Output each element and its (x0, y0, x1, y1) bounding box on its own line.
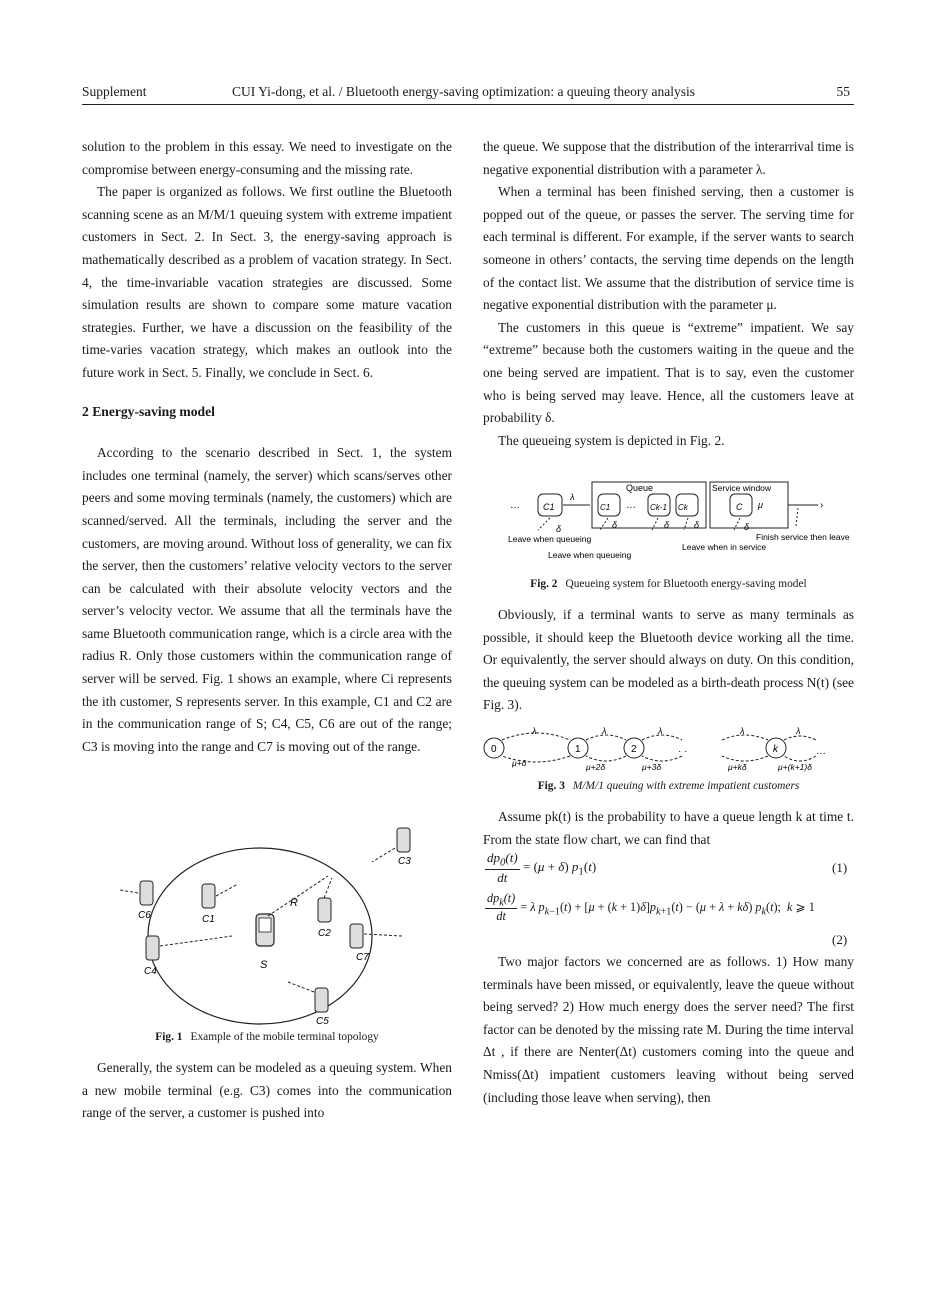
svg-text:μ+2δ: μ+2δ (586, 762, 606, 772)
figure-3-caption: Fig. 3 M/M/1 queuing with extreme impatient customers (537, 780, 800, 792)
label-c4: C4 (144, 966, 157, 977)
terminal-c3 (397, 828, 410, 852)
svg-text:δ: δ (612, 520, 618, 530)
svg-text:Ck-1: Ck-1 (650, 503, 667, 512)
svg-text:δ: δ (556, 524, 562, 534)
svg-text:Ck: Ck (678, 503, 688, 512)
terminal-c4 (146, 936, 159, 960)
section-title: 2 Energy-saving model (82, 403, 215, 419)
right-column-mid (483, 604, 854, 717)
figure-2-caption: Fig. 2 Queueing system for Bluetooth energy-saving model (530, 578, 807, 590)
right-column-top (483, 136, 854, 452)
terminal-c1 (202, 884, 215, 908)
svg-text:C1: C1 (600, 503, 611, 512)
label-r: R (290, 897, 298, 909)
figure-3-birth-death (482, 726, 830, 774)
server-terminal (256, 914, 274, 946)
svg-text:0: 0 (491, 744, 497, 755)
equation-2-number: (2) (832, 932, 848, 947)
svg-text:λ: λ (740, 726, 745, 736)
left-column-bottom (82, 1057, 452, 1125)
right-para-4: The queueing system is depicted in Fig. 2. (498, 432, 725, 448)
svg-text:μ+(k+1)δ: μ+(k+1)δ (778, 762, 812, 772)
svg-text:›: › (820, 500, 824, 511)
svg-text:Finish service then leave: Finish service then leave (756, 532, 850, 542)
right-para-6: Assume pk(t) is the probability to have a queue length k at time t. From the state flow chart, we can find that (483, 809, 854, 847)
svg-text:Queue: Queue (626, 483, 654, 493)
svg-text:Leave when queueing: Leave when queueing (548, 550, 632, 560)
equation-2: $\frac{dp_k(t)}{dt}$ = λ $p_{k-1}(t) + [\mu + (k + 1)\delta]p_{k+1}(t) - (\mu + \lambda + k\delta)$ $p_k(t)$; k ⩾ 1 (487, 891, 815, 924)
terminal-c6 (140, 881, 153, 905)
svg-text:δ: δ (744, 522, 750, 532)
svg-text:Leave when in service: Leave when in service (682, 542, 767, 552)
left-column-top (82, 136, 452, 758)
svg-text:1: 1 (575, 744, 581, 755)
equation-1: $\frac{dp_0(t)}{dt}$ = (μ + δ) $p_1(t)$ (487, 850, 597, 885)
page-number: 55 (836, 84, 850, 99)
svg-text:…: … (816, 746, 826, 757)
svg-text:λ: λ (532, 726, 537, 736)
header-title: CUI Yi-dong, et al. / Bluetooth energy-saving optimization: a queuing theory analysis (232, 84, 696, 99)
left-para-2: The paper is organized as follows. We first outline the Bluetooth scanning scene as an M/M/1 queuing system with extreme impatient customers in Sect. 2. In Sect. 3, the energy-saving approach is mathematically described as a problem of vacation strategy. In Sect. 4, the time-invariable vacation strategies are discussed. Some simulation results are shown to compare some mature vacation strategies. Further, we have a discussion on the feasibility of the time-varies vacation strategy, which makes an outlook into the future work in Sect. 5. Finally, we conclude in Sect. 6. (82, 184, 452, 380)
svg-text:…: … (510, 500, 520, 511)
label-c2: C2 (318, 928, 331, 939)
right-para-3: The customers in this queue is “extreme” impatient. We say “extreme” because both the customers waiting in the queue and the one being served are impatient. That is to say, even the customer who is being served may leave. Hence, all the customers leave at probability δ. (483, 319, 854, 426)
svg-text:δ: δ (694, 520, 700, 530)
figure-2-queueing-system (508, 478, 850, 572)
svg-text:λ: λ (658, 726, 663, 736)
right-para-5: Obviously, if a terminal wants to serve as many terminals as possible, it should keep the Bluetooth device working all the time. Or equivalently, the server should always on duty. On this condition, the queuing system can be modeled as a birth-death process N(t) (see Fig. 3). (483, 607, 854, 713)
svg-text:μ: μ (758, 500, 763, 510)
right-para-1: the queue. We suppose that the distribution of the interarrival time is negative exponential distribution with a parameter λ. (483, 139, 854, 177)
svg-text:λ: λ (570, 492, 575, 502)
left-para-4: Generally, the system can be modeled as a queuing system. When a new mobile terminal (e.g. C3) comes into the communication range of the server, a customer is pushed into (82, 1060, 452, 1121)
right-para-7: Two major factors we concerned are as follows. 1) How many terminals have been missed, or equivalently, leave the queue without being served? 2) How much energy does the server need? The first factor can be denoted by the missing rate M. During the time interval Δt , if there are Nenter(Δt) customers coming into the queue and Nmiss(Δt) impatient customers leaving without being served (including those leave when serving), then (483, 954, 854, 1105)
terminal-c2 (318, 898, 331, 922)
svg-text:μ+3δ: μ+3δ (642, 762, 662, 772)
svg-text:μ+kδ: μ+kδ (728, 762, 747, 772)
label-c1: C1 (202, 914, 215, 925)
equation-1-number: (1) (832, 860, 848, 875)
svg-text:δ: δ (664, 520, 670, 530)
svg-text:k: k (773, 744, 778, 755)
running-header (82, 84, 854, 105)
header-left: Supplement (82, 84, 147, 99)
right-column-bottom (483, 951, 854, 1109)
svg-text:λ: λ (602, 726, 607, 736)
svg-text:C1: C1 (543, 502, 555, 512)
figure-1-caption: Fig. 1 Example of the mobile terminal topology (155, 1031, 379, 1043)
figure-1-topology (110, 826, 430, 1026)
left-para-3: According to the scenario described in Sect. 1, the system includes one terminal (namely, the server) which scans/serves other peers and some moving terminals (namely, the customers) which are scanned/served. All the terminals, including the server and the customers, are moving around. Without loss of generality, we can fix the server, then the customers’ relative velocity vectors to the server can be calculated with their absolute velocity vectors and the server’s velocity vector. We assume that all the terminals have the same Bluetooth communication range, which is a circle area with the radius R. Only those customers within the communication range of server will be served. Fig. 1 shows an example, where Ci represents the ith customer, S represents server. In this example, C1 and C2 are in the communication range of S; C4, C5, C6 are out of the range; C3 is moving into the range and C7 is moving out of the range. (82, 445, 452, 754)
terminal-c5 (315, 988, 328, 1012)
right-column-eq-intro (483, 806, 854, 851)
svg-text:Leave when queueing: Leave when queueing (508, 534, 592, 544)
svg-text:· ·: · · (678, 746, 688, 757)
svg-text:2: 2 (631, 744, 637, 755)
label-c7: C7 (356, 952, 369, 963)
label-c3: C3 (398, 856, 411, 867)
left-para-1: solution to the problem in this essay. We need to investigate on the compromise between energy-consuming and the missing rate. (82, 139, 452, 177)
svg-text:λ: λ (796, 726, 801, 736)
right-para-2: When a terminal has been finished serving, then a customer is popped out of the queue, or passes the server. The serving time for each terminal is different. For example, if the server wants to search someone in others’ contacts, the serving time depends on the length of the contact list. We assume that the distribution of service time is negative exponential distribution with the parameter μ. (483, 184, 854, 313)
svg-text:C: C (736, 502, 743, 512)
svg-text:μ+δ: μ+δ (512, 758, 527, 768)
svg-text:Service window: Service window (712, 483, 772, 493)
label-s: S (260, 959, 268, 971)
label-c5: C5 (316, 1016, 329, 1027)
label-c6: C6 (138, 910, 151, 921)
svg-text:…: … (626, 500, 636, 511)
terminal-c7 (350, 924, 363, 948)
